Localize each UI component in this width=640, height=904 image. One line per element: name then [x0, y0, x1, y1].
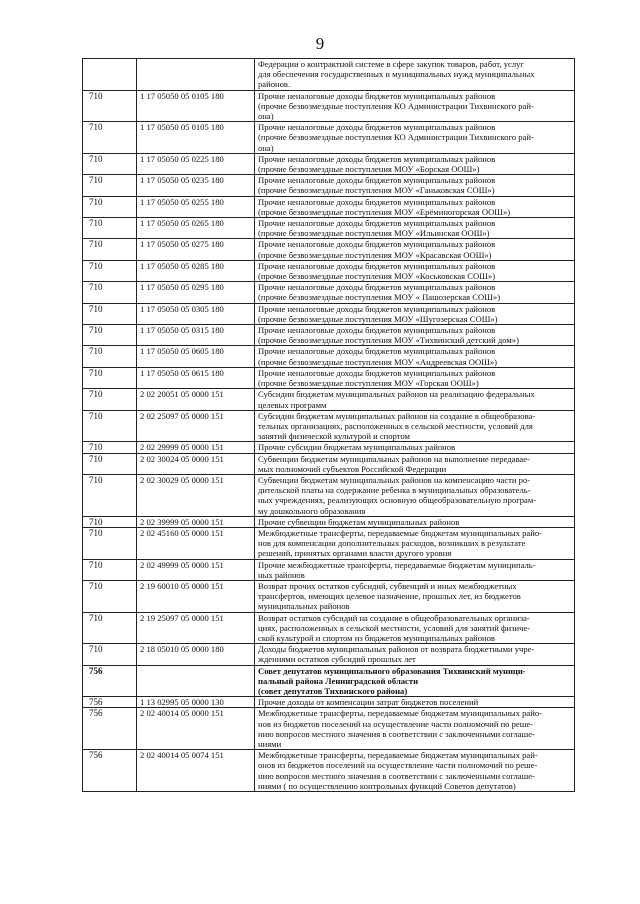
description-cell [255, 239, 575, 260]
admin-code-cell: 710 [83, 516, 137, 527]
table-row [83, 442, 575, 453]
table-row [83, 410, 575, 442]
description-text: Прочие неналоговые доходы бюджетов муниципальных районов (прочие безвозмездные поступления МОУ «Коськовская СОШ») [258, 260, 496, 282]
description-cell [255, 527, 575, 559]
budget-code-cell: 2 02 20051 05 0000 151 [137, 389, 255, 410]
description-text: Прочие неналоговые доходы бюджетов муниципальных районов (прочие безвозмездные поступления МОУ «Горская ООШ») [258, 367, 496, 389]
description-cell [255, 580, 575, 612]
admin-code-cell: 710 [83, 282, 137, 303]
table-row [83, 175, 575, 196]
description-text: Прочие неналоговые доходы бюджетов муниципальных районов (прочие безвозмездные поступления МОУ «Борская ООШ») [258, 153, 496, 175]
admin-code-cell: 710 [83, 325, 137, 346]
description-text: Прочие межбюджетные трансферты, передаваемые бюджетам муниципаль- ных районов [258, 559, 536, 580]
admin-code-cell: 710 [83, 122, 137, 154]
page-number: 9 [315, 34, 325, 53]
budget-code-cell: 1 17 05050 05 0105 180 [137, 122, 255, 154]
admin-code-cell: 710 [83, 389, 137, 410]
description-text: Доходы бюджетов муниципальных районов от возврата бюджетными учре- ждениями остатков субсидий прошлых лет [258, 644, 535, 665]
admin-code-cell: 710 [83, 474, 137, 516]
admin-code-cell: 756 [83, 665, 137, 697]
admin-code-cell: 710 [83, 527, 137, 559]
budget-code-cell: 1 13 02995 05 0000 130 [137, 697, 255, 708]
admin-code-cell: 710 [83, 612, 137, 644]
description-text: Прочие неналоговые доходы бюджетов муниципальных районов (прочие безвозмездные поступления КО Администрации Тихвинского рай- она) [258, 90, 534, 122]
table-row [83, 218, 575, 239]
admin-code-cell: 710 [83, 559, 137, 580]
description-cell [255, 325, 575, 346]
budget-code-cell: 2 02 25097 05 0000 151 [137, 410, 255, 442]
budget-code-cell: 2 19 25097 05 0000 151 [137, 612, 255, 644]
description-cell [255, 218, 575, 239]
table-row [83, 282, 575, 303]
description-cell [255, 697, 575, 708]
description-text: Возврат прочих остатков субсидий, субвенций и иных межбюджетных трансфертов, имеющих целевое назначение, прошлых лет, из бюджетов муниципальных районов [258, 580, 521, 612]
budget-code-cell [137, 665, 255, 697]
description-cell [255, 516, 575, 527]
description-cell [255, 122, 575, 154]
budget-code-cell: 1 17 05050 05 0305 180 [137, 303, 255, 324]
description-cell [255, 410, 575, 442]
budget-code-cell: 1 17 05050 05 0295 180 [137, 282, 255, 303]
budget-code-cell: 1 17 05050 05 0615 180 [137, 367, 255, 388]
description-cell [255, 612, 575, 644]
description-text: Совет депутатов муниципального образования Тихвинский муници- пальный района Ленинградской области (совет депутатов Тихвинского района) [258, 665, 526, 696]
table-row [83, 346, 575, 367]
admin-code-cell: 710 [83, 196, 137, 217]
description-text: Федерации о контрактной системе в сфере закупок товаров, работ, услуг для обеспечения государственных и муниципальных нужд муниципальных районов. [258, 59, 535, 90]
table-row [83, 474, 575, 516]
admin-code-cell: 710 [83, 442, 137, 453]
admin-code-cell: 710 [83, 260, 137, 281]
table-row [83, 90, 575, 122]
description-text: Прочие неналоговые доходы бюджетов муниципальных районов (прочие безвозмездные поступления МОУ «Ганьковская СОШ») [258, 175, 496, 196]
admin-code-cell: 710 [83, 367, 137, 388]
admin-code-cell: 710 [83, 239, 137, 260]
table-row [83, 516, 575, 527]
description-text: Прочие неналоговые доходы бюджетов муниципальных районов (прочие безвозмездные поступления МОУ «Тихвинский детский дом») [258, 325, 519, 346]
table-row [83, 750, 575, 792]
description-cell [255, 389, 575, 410]
admin-code-cell: 710 [83, 218, 137, 239]
budget-code-cell: 1 17 05050 05 0315 180 [137, 325, 255, 346]
description-text: Субсидии бюджетам муниципальных районов на реализацию федеральных целевых программ [258, 389, 535, 410]
description-cell [255, 367, 575, 388]
table-row [83, 59, 575, 91]
table-row [83, 153, 575, 174]
table-row [83, 453, 575, 474]
budget-code-cell: 2 02 45160 05 0000 151 [137, 527, 255, 559]
description-text: Прочие неналоговые доходы бюджетов муниципальных районов (прочие безвозмездные поступления МОУ «Ерёминогорская ООШ») [258, 196, 511, 217]
budget-code-cell: 2 02 49999 05 0000 151 [137, 559, 255, 580]
admin-code-cell: 710 [83, 644, 137, 665]
description-cell [255, 474, 575, 516]
description-text: Межбюджетные трансферты, передаваемые бюджетам муниципальных райо- нов для компенсации дополнительных расходов, возникших в результате решений, принятых органами власти другого уровня [258, 527, 542, 559]
table-row [83, 644, 575, 665]
admin-code-cell: 710 [83, 90, 137, 122]
description-text: Прочие неналоговые доходы бюджетов муниципальных районов (прочие безвозмездные поступления МОУ « Пашозерская СОШ») [258, 282, 501, 303]
description-text: Межбюджетные трансферты, передаваемые бюджетам муниципальных рай- онов из бюджетов поселений на осуществление части полномочий по реше- нию вопросов местного значения в соответствии с заключенными соглаше- ниями ( по осуществлению контрольных функций Советов депутатов) [258, 750, 538, 791]
table-row [83, 697, 575, 708]
admin-code-cell: 756 [83, 697, 137, 708]
budget-code-cell: 1 17 05050 05 0605 180 [137, 346, 255, 367]
budget-code-cell: 2 02 40014 05 0000 151 [137, 708, 255, 750]
description-text: Прочие неналоговые доходы бюджетов муниципальных районов (прочие безвозмездные поступления МОУ «Андреевская ООШ») [258, 346, 498, 367]
admin-code-cell: 710 [83, 453, 137, 474]
budget-code-cell [137, 59, 255, 91]
budget-code-cell: 1 17 05050 05 0285 180 [137, 260, 255, 281]
description-cell [255, 453, 575, 474]
description-cell [255, 750, 575, 792]
budget-code-cell: 2 02 30029 05 0000 151 [137, 474, 255, 516]
description-text: Субвенции бюджетам муниципальных районов на выполнение передавае- мых полномочий субъектов Российской Федерации [258, 453, 530, 474]
table-row [83, 665, 575, 697]
description-cell [255, 644, 575, 665]
description-cell [255, 303, 575, 324]
table-row [83, 389, 575, 410]
description-text: Прочие неналоговые доходы бюджетов муниципальных районов (прочие безвозмездные поступления МОУ «Красавская ООШ») [258, 239, 496, 260]
budget-code-cell: 1 17 05050 05 0265 180 [137, 218, 255, 239]
table-row [83, 239, 575, 260]
budget-code-cell: 2 02 40014 05 0074 151 [137, 750, 255, 792]
table-row [83, 196, 575, 217]
admin-code-cell: 710 [83, 580, 137, 612]
table-row [83, 527, 575, 559]
revenue-codes-table [82, 58, 575, 792]
description-cell [255, 282, 575, 303]
description-text: Прочие субвенции бюджетам муниципальных районов [258, 516, 460, 527]
description-cell [255, 196, 575, 217]
budget-code-cell: 2 02 29999 05 0000 151 [137, 442, 255, 453]
description-cell [255, 175, 575, 196]
admin-code-cell: 710 [83, 410, 137, 442]
admin-code-cell: 710 [83, 153, 137, 174]
admin-code-cell: 756 [83, 708, 137, 750]
budget-code-cell: 1 17 05050 05 0105 180 [137, 90, 255, 122]
description-text: Прочие доходы от компенсации затрат бюджетов поселений [258, 697, 479, 708]
budget-code-cell: 2 02 30024 05 0000 151 [137, 453, 255, 474]
description-cell [255, 90, 575, 122]
table-row [83, 122, 575, 154]
table-row [83, 325, 575, 346]
budget-code-cell: 1 17 05050 05 0275 180 [137, 239, 255, 260]
admin-code-cell: 710 [83, 175, 137, 196]
admin-code-cell: 710 [83, 346, 137, 367]
description-cell [255, 665, 575, 697]
table-row [83, 580, 575, 612]
description-text: Субсидии бюджетам муниципальных районов на создание в общеобразова- тельных организациях, расположенных в сельской местности, условий для занятий физической культурой и спортом [258, 410, 536, 442]
table-row [83, 559, 575, 580]
admin-code-cell: 756 [83, 750, 137, 792]
budget-code-cell: 1 17 05050 05 0235 180 [137, 175, 255, 196]
description-text: Прочие неналоговые доходы бюджетов муниципальных районов (прочие безвозмездные поступления МОУ «Ильинская ООШ») [258, 218, 496, 239]
description-text: Субвенции бюджетам муниципальных районов на компенсацию части ро- дительской платы на содержание ребенка в муниципальных образователь- ных учреждениях, реализующих основную общеобразовательную програм- му дошкольного образования [258, 474, 537, 516]
description-cell [255, 153, 575, 174]
description-text: Прочие неналоговые доходы бюджетов муниципальных районов (прочие безвозмездные поступления КО Администрации Тихвинского рай- она) [258, 122, 534, 153]
budget-code-cell: 1 17 05050 05 0255 180 [137, 196, 255, 217]
description-text: Межбюджетные трансферты, передаваемые бюджетам муниципальных райо- нов из бюджетов поселений на осуществление части полномочий по реше- нию вопросов местного значения в соответствии с заключенными соглаше- ниями [258, 708, 542, 749]
description-cell [255, 708, 575, 750]
table-row [83, 367, 575, 388]
admin-code-cell: 710 [83, 303, 137, 324]
description-cell [255, 260, 575, 281]
budget-code-cell: 2 19 60010 05 0000 151 [137, 580, 255, 612]
description-text: Прочие неналоговые доходы бюджетов муниципальных районов (прочие безвозмездные поступления МОУ «Шугозерская СОШ») [258, 303, 498, 324]
table-row [83, 708, 575, 750]
description-cell [255, 59, 575, 91]
table-row [83, 260, 575, 281]
budget-code-cell: 2 02 39999 05 0000 151 [137, 516, 255, 527]
description-text: Возврат остатков субсидий на создание в общеобразовательных организа- циях, расположенных в сельской местности, условий для занятий физиче- ской культурой и спортом из бюджетов муниципальных районов [258, 612, 531, 643]
description-cell [255, 346, 575, 367]
table-row [83, 612, 575, 644]
budget-code-cell: 1 17 05050 05 0225 180 [137, 153, 255, 174]
description-cell [255, 559, 575, 580]
description-text: Прочие субсидии бюджетам муниципальных районов [258, 442, 456, 453]
description-cell [255, 442, 575, 453]
budget-code-cell: 2 18 05010 05 0000 180 [137, 644, 255, 665]
admin-code-cell [83, 59, 137, 91]
table-row [83, 303, 575, 324]
